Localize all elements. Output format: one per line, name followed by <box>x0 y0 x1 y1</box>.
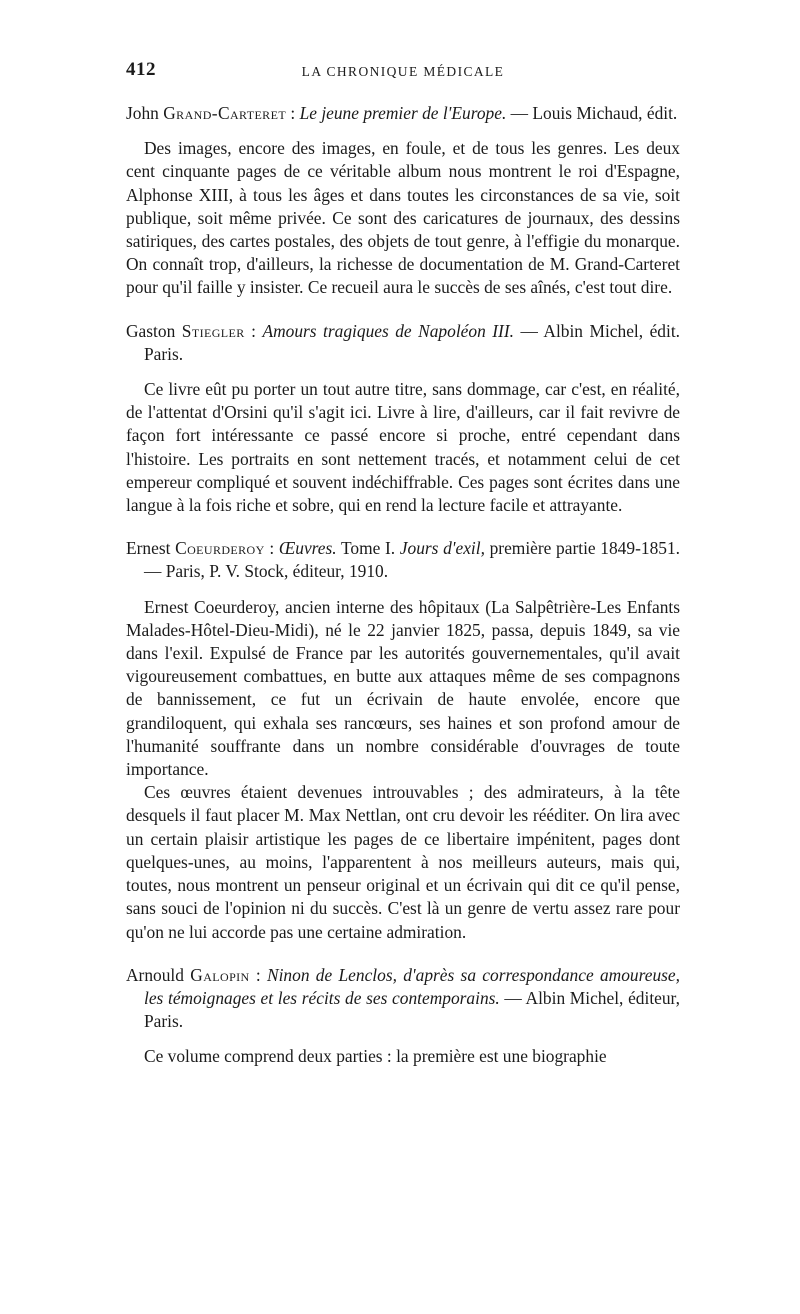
journal-title: LA CHRONIQUE MÉDICALE <box>301 64 505 79</box>
author-first-name: Arnould <box>126 964 184 985</box>
book-page <box>126 58 680 1069</box>
author-first-name: Gaston <box>126 320 176 341</box>
review-entry <box>126 964 680 1069</box>
review-paragraph: Ce livre eût pu porter un tout autre titre, sans dommage, car c'est, en réalité, de l'attentat d'Orsini qu'il s'agit ici. Livre à lire, d'ailleurs, car il fait revivre de façon fort intéressante ce passé encore si proche, entré cependant dans l'histoire. Les portraits en sont nettement tracés, et notamment celui de cet empereur compliqué et souvent indéchiffrable. Ces pages sont écrites dans une langue à la fois riche et sobre, qui en rend la lecture facile et attrayante. <box>126 379 680 516</box>
entry-heading <box>126 102 680 125</box>
publisher-info: première partie 1849-1851. — Paris, P. V. Stock, éditeur, 1910. <box>144 538 680 582</box>
author-last-name: Stiegler <box>181 320 245 341</box>
heading-separator: : <box>286 103 300 123</box>
entry-heading <box>126 320 680 366</box>
review-entry <box>126 320 680 518</box>
running-head <box>126 58 680 82</box>
author-last-name: Galopin <box>190 964 250 985</box>
heading-separator: : <box>244 320 263 341</box>
publisher-info: — Albin Michel, éditeur, Paris. <box>144 987 681 1032</box>
heading-separator: : <box>249 964 267 985</box>
review-entry <box>126 102 680 300</box>
book-title: Jours d'exil, <box>399 538 485 559</box>
page-number: 412 <box>126 59 156 80</box>
publisher-info: — Louis Michaud, édit. <box>506 103 678 123</box>
author-last-name: Coeurderoy <box>175 538 265 559</box>
heading-separator: : <box>264 538 279 559</box>
author-first-name: John <box>126 103 159 123</box>
book-title: Le jeune premier de l'Europe. <box>299 103 507 123</box>
author-first-name: Ernest <box>126 538 171 559</box>
book-title: Amours tragiques de Napoléon III. <box>262 320 514 341</box>
book-title-works: Œuvres. <box>278 538 337 559</box>
book-volume: Tome I. <box>336 538 400 559</box>
review-paragraph: Ernest Coeurderoy, ancien interne des hôpitaux (La Salpêtrière-Les Enfants Malades-Hôtel-Dieu-Midi), né le 22 janvier 1825, passa, depuis 1849, sa vie dans l'exil. Expulsé de France par les autorités gouvernementales, qu'il avait vigoureusement combattues, en butte aux attaques même de ses compagnons de bannissement, ce fut un écrivain de haute envolée, encore que grandiloquent, qui exhala ses rancœurs, ses haines et son profond amour de l'humanité souffrante dans un nombre considérable d'ouvrages de toute importance. <box>126 596 680 780</box>
entry-heading <box>126 537 680 583</box>
publisher-info: — Albin Michel, édit. Paris. <box>144 320 681 364</box>
author-last-name: Grand-Carteret <box>163 103 287 123</box>
review-entry <box>126 537 680 943</box>
review-paragraph: Ces œuvres étaient devenues introuvables ; des admirateurs, à la tête desquels il faut placer M. Max Nettlan, ont cru devoir les rééditer. On lira avec un certain plaisir artistique les pages de ce libertaire impénitent, pages dont quelques-unes, au moins, l'apparentent à nos meilleurs auteurs, mais qui, toutes, nous montrent un penseur original et un écrivain qui dit ce qu'il pense, sans souci de l'opinion ni du succès. C'est là un genre de vertu assez rare pour qu'on ne lui accorde pas une certaine admiration. <box>126 782 680 942</box>
review-paragraph: Ce volume comprend deux parties : la première est une biographie <box>144 1046 607 1067</box>
book-title: Ninon de Lenclos, d'après sa correspondance amoureuse, les témoignages et les récits de ses contemporains. <box>144 964 680 1008</box>
review-paragraph: Des images, encore des images, en foule, et de tous les genres. Les deux cent cinquante pages de ce véritable album nous montrent le roi d'Espagne, Alphonse XIII, à tous les âges et dans toutes les circonstances de sa vie, soit publique, soit même privée. Ce sont des caricatures de journaux, des dessins satiriques, des cartes postales, des objets de tout genre, à l'effigie du monarque. On connaît trop, d'ailleurs, la richesse de documentation de M. Grand-Carteret pour qu'il faille y insister. Ce recueil aura le succès de ses aînés, c'est tout dire. <box>126 138 680 298</box>
entry-heading <box>126 964 680 1034</box>
